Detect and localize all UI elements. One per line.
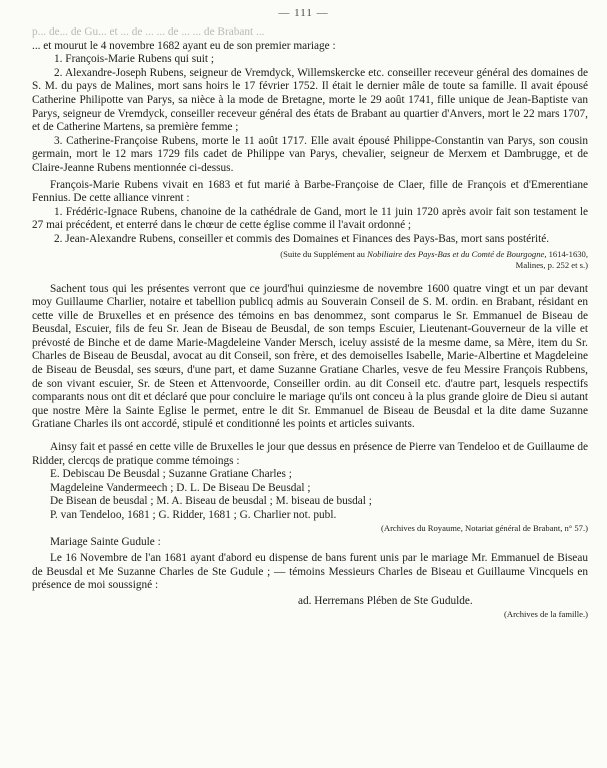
signature-block [32, 468, 588, 522]
source-citation-nobiliaire [32, 249, 588, 271]
faded-header-line: p... de... de Gu... et ... de ... ... de ... ... de Brabant ... [32, 26, 265, 38]
source-citation-archives-royaume: (Archives du Royaume, Notariat général de Brabant, n° 57.) [381, 522, 588, 533]
paragraph-mariage: Le 16 Novembre de l'an 1681 ayant d'abord eu dispense de bans furent unis par le mariage Mr. Emmanuel de Biseau de Beusdal et Me Suzanne Charles de Ste Gudule ; — témoins Messieurs Charles de Biseau et Guillaume Vincquels en présence de moi soussigné : [32, 552, 588, 592]
list-item: 1. François-Marie Rubens qui suit ; [54, 53, 215, 66]
intro-continuation: ... et mourut le 4 novembre 1682 ayant eu de son premier mariage : [32, 39, 336, 52]
source-citation-archives-famille: (Archives de la famille.) [504, 608, 588, 619]
citation-title: Nobiliaire des Pays-Bas et du Comté de Bourgogne [367, 248, 545, 259]
section-title-mariage: Mariage Sainte Gudule : [50, 535, 161, 548]
citation-text: (Suite du Supplément au [280, 248, 368, 259]
list-item: 1. Frédéric-Ignace Rubens, chanoine de la cathédrale de Gand, mort le 11 juin 1720 après avoir fait son testament le 27 mai précédent, et enterré dans le chœur de cette église comme il l'avait ordonné ; [32, 205, 588, 232]
signature-line: Magdeleine Vandermeech ; D. L. De Biseau De Beusdal ; [50, 481, 311, 494]
list-item: 2. Jean-Alexandre Rubens, conseiller et commis des Domaines et Finances des Pays-Bas, mort sans postérité. [54, 232, 550, 245]
signature-line: P. van Tendeloo, 1681 ; G. Ridder, 1681 ; G. Charlier not. publ. [50, 509, 337, 521]
signature-line: E. Debiscau De Beusdal ; Suzanne Gratiane Charles ; [50, 468, 292, 481]
paragraph-francois-marie: François-Marie Rubens vivait en 1683 et fut marié à Barbe-Françoise de Claer, fille de François et d'Emerentiane Fennius. De cette alliance vinrent : [32, 178, 588, 205]
list-item: 3. Catherine-Françoise Rubens, morte le 11 août 1717. Elle avait épousé Philippe-Constantin van Parys, son cousin germain, mort le 12 mars 1729 fils cadet de Philippe van Parys, chevalier, seigneur de Merxem et Dambrugge, et de Claire-Jeanne Rubens mentionnée ci-dessus. [32, 134, 588, 174]
signature-line: De Bisean de beusdal ; M. A. Biseau de beusdal ; M. biseau de busdal ; [50, 495, 372, 508]
page-number: — 111 — [278, 7, 329, 19]
paragraph-ainsy: Ainsy fait et passé en cette ville de Bruxelles le jour que dessus en présence de Pierre van Tendeloo et de Guillaume de Ridder, clercqs de pratique comme témoings : [32, 441, 588, 467]
document-body [32, 26, 588, 620]
citation-text: , 1614-1630, [544, 248, 588, 259]
final-signature: ad. Herremans Plében de Ste Gudulde. [298, 594, 473, 607]
paragraph-sachent: Sachent tous qui les présentes verront que ce jourd'hui quinziesme de novembre 1600 quatre vingt et un par devant moy Guillaume Charlier, notaire et tabellion publicq admis au Souverain Conseil de S. M. ordin. en Brabant, résidant en cette ville de Bruxelles et en présence des témoins en bas denommez, sont comparus le Sr. Emmanuel de Biseau de Beusdal, Escuier, fils de feu Sr. Jean de Biseau de Beusdal, de son temps Escuier, Lieutenant-Gouverneur de la ville et prévosté de Binche et de dame Marie-Magdeleine Vander Mersch, iceluy assisté de la mesme dame, sa Mère, item du Sr. Charles de Biseau de Beusdal, avocat au dit Conseil, son frère, et des demoiselles Isabelle, Marie-Albertine et Magdeleine de Biseau de Beusdal, ses sœurs, d'une part, et dame Suzanne Gratiane Charles, vesve de feu Messire François Rubbens, de son vivant escuier, Sr. de Steen et Attenvoorde, Conseiller ordin. au dit Conseil etc. d'autre part, lesquels respectifs comparants nous ont dit et déclaré que pour concluire le mariage qu'ils ont conceu à la plus grande gloire de Dieu si autant que nostre Mère la Sainte Eglise le permet, entre le dit Sr. Emmanuel de Biseau de Beusdal et la dite dame Suzanne Gratiane Charles ils ont accordé, stipulé et conditionné les points et articles suivants. [32, 282, 588, 431]
citation-text: Malines, p. 252 et s.) [515, 259, 588, 270]
list-item: 2. Alexandre-Joseph Rubens, seigneur de Vremdyck, Willemskercke etc. conseiller receveur général des domaines de S. M. du pays de Malines, mort sans hoirs le 17 février 1752. Il était le dernier mâle de toute sa famille. Il avait épousé Catherine Philipotte van Parys, sa nièce à la mode de Bretagne, morte le 29 août 1741, fille unique de Jean-Baptiste van Parys, seigneur de Vremdyck, conseiller receveur général des états de Brabant au quartier d'Anvers, mort le 22 mars 1707, et de Catherine Martens, sa première femme ; [32, 66, 588, 134]
